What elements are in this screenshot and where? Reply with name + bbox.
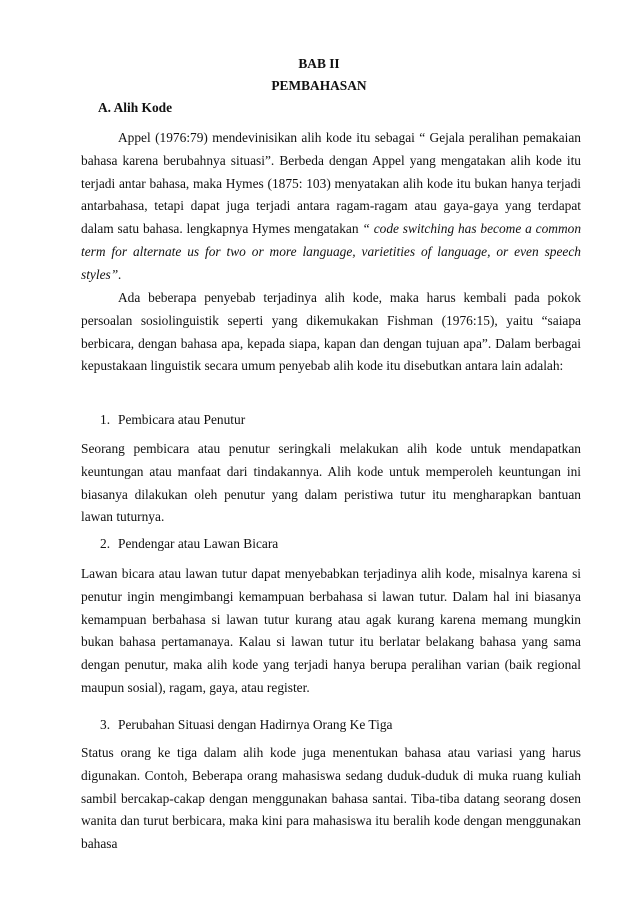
item-2-body: Lawan bicara atau lawan tutur dapat menyebabkan terjadinya alih kode, misalnya karena si penutur ingin mengimbangi kemampuan berbahasa si lawan tutur. Dalam hal ini biasanya kemampuan berbahasa si lawan tutur kurang atau agak kurang karena memang mungkin bukan bahasa pertamanaya. Kalau si lawan tutur itu berlatar belakang bahasa yang sama dengan penutur, maka alih kode yang terjadi hanya berupa peralihan varian (baik regional maupun sosial), ragam, gaya, atau register. bbox=[81, 566, 581, 695]
item-number: 2. bbox=[100, 536, 111, 551]
item-1-body: Seorang pembicara atau penutur seringkali melakukan alih kode untuk mendapatkan keuntungan atau manfaat dari tindakannya. Alih kode untuk memperoleh keuntungan ini biasanya dilakukan oleh penutur yang dalam peristiwa tutur itu mengharapkan bantuan lawan tuturnya. bbox=[81, 441, 581, 525]
chapter-title: PEMBAHASAN bbox=[271, 78, 367, 93]
subheading-item-1 bbox=[100, 413, 245, 426]
item-title: Pendengar atau Lawan Bicara bbox=[118, 536, 279, 551]
item-number: 1. bbox=[100, 412, 111, 427]
subheading-item-2 bbox=[100, 537, 278, 550]
paragraph-text: Ada beberapa penyebab terjadinya alih kode, maka harus kembali pada pokok persoalan sosiolinguistik seperti yang dikemukakan Fishman (1976:15), yaitu “saiapa berbicara, dengan bahasa apa, kepada siapa, kapan dan dengan tujuan apa”. Dalam berbagai kepustakaan linguistik secara umum penyebab alih kode itu disebutkan antara lain adalah: bbox=[81, 290, 581, 374]
section-heading-a: A. Alih Kode bbox=[98, 100, 173, 115]
item-number: 3. bbox=[100, 717, 111, 732]
chapter-number: BAB II bbox=[298, 56, 340, 71]
paragraph-text: Appel (1976:79) mendevinisikan alih kode itu sebagai “ Gejala peralihan pemakaian bahasa karena berubahnya situasi”. Berbeda dengan Appel yang mengatakan alih kode itu terjadi antar bahasa, maka Hymes (1875: 103) menyatakan alih kode itu bukan hanya terjadi antarbahasa, tetapi dapat juga terjadi antara ragam-ragam atau gaya-gaya yang terdapat dalam satu bahasa. lengkapnya Hymes mengatakan bbox=[81, 130, 581, 237]
paragraph-penyebab bbox=[81, 287, 581, 378]
paragraph-alih-kode-definition bbox=[81, 127, 581, 287]
item-3-body: Status orang ke tiga dalam alih kode juga menentukan bahasa atau variasi yang harus digunakan. Contoh, Beberapa orang mahasiswa sedang duduk-duduk di muka ruang kuliah sambil bercakap-cakap dengan menggunakan bahasa santai. Tiba-tiba datang seorang dosen wanita dan turut berbicara, maka kini para mahasiswa itu beralih kode dengan menggunakan bahasa bbox=[81, 745, 581, 852]
subheading-item-3 bbox=[100, 718, 392, 731]
item-title: Pembicara atau Penutur bbox=[118, 412, 246, 427]
item-title: Perubahan Situasi dengan Hadirnya Orang Ke Tiga bbox=[118, 717, 393, 732]
hymes-quote: “ code switching has become a common term for alternate us for two or more language, varietities of language, or even speech styles”. bbox=[81, 221, 582, 282]
